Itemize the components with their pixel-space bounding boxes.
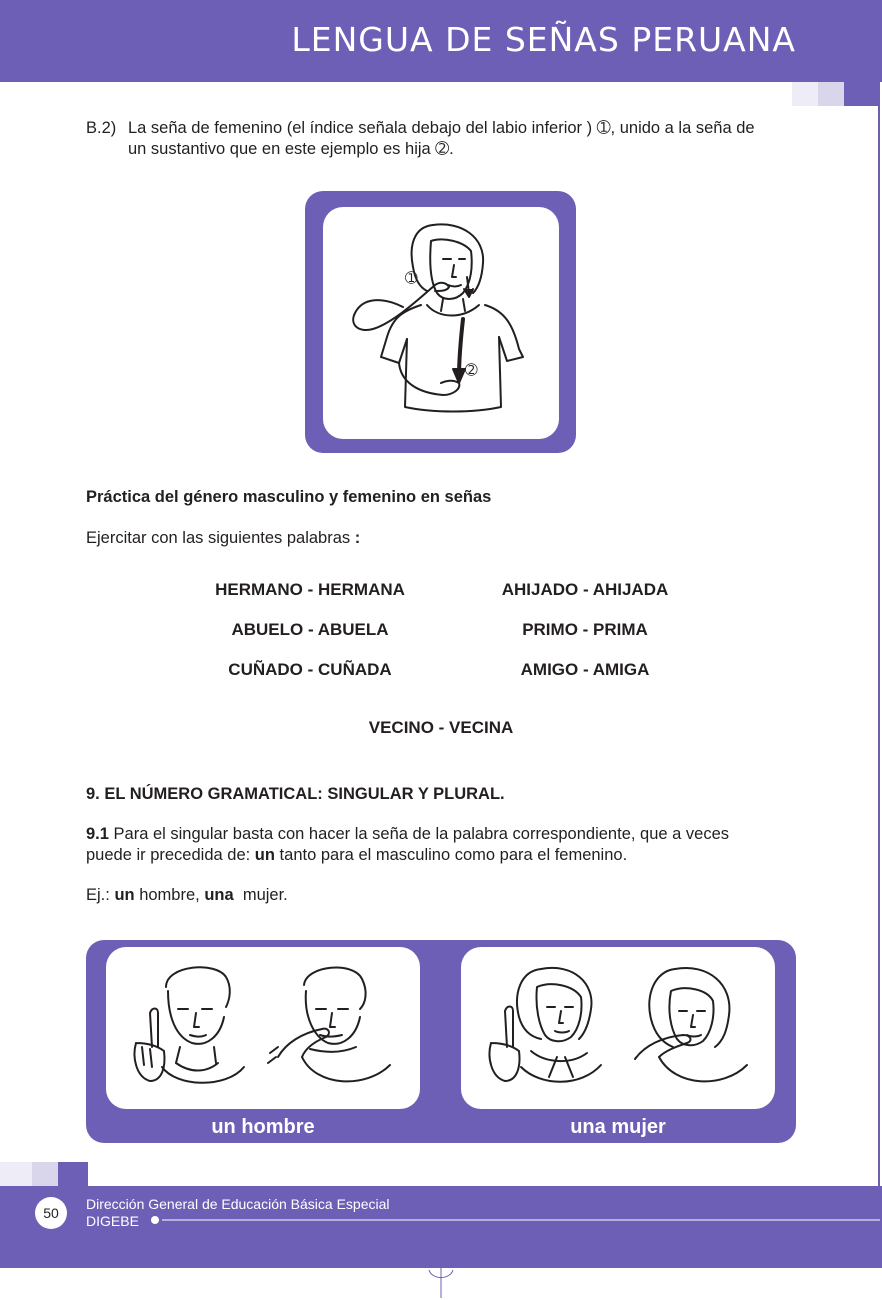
word-pair-vecino: VECINO - VECINA bbox=[368, 718, 514, 737]
decorative-squares-top bbox=[792, 82, 880, 106]
illustration-una-mujer bbox=[461, 947, 775, 1109]
section9-line1-text: Para el singular basta con hacer la seña de la palabra correspondiente, que a veces bbox=[113, 825, 730, 843]
word-pair-cunado: CUÑADO - CUÑADA bbox=[228, 660, 392, 679]
section9-title: 9. EL NÚMERO GRAMATICAL: SINGULAR Y PLURAL. bbox=[86, 785, 505, 803]
page-header bbox=[0, 0, 882, 82]
section9-number: 9.1 bbox=[86, 825, 109, 843]
caption-un-hombre: un hombre bbox=[211, 1116, 315, 1138]
woman-singular-drawing bbox=[461, 947, 775, 1109]
crop-mark bbox=[424, 1266, 458, 1300]
b2-label: B.2) bbox=[86, 119, 117, 137]
word-pair-hermano: HERMANO - HERMANA bbox=[215, 580, 405, 599]
example-b: un bbox=[114, 886, 135, 904]
footer-rule bbox=[150, 1214, 880, 1226]
section9-line2 bbox=[86, 845, 796, 866]
example-a: Ej.: bbox=[86, 886, 115, 904]
woman-sign-drawing bbox=[323, 207, 559, 439]
example-line bbox=[86, 885, 288, 906]
example-d: una bbox=[204, 886, 234, 904]
caption-una-mujer: una mujer bbox=[570, 1116, 666, 1138]
practice-intro-text: Ejercitar con las siguientes palabras bbox=[86, 529, 351, 547]
illustration-femenino bbox=[323, 207, 559, 439]
footer-acronym: DIGEBE bbox=[86, 1213, 139, 1229]
word-pair-primo: PRIMO - PRIMA bbox=[522, 620, 648, 639]
word-pair-ahijado: AHIJADO - AHIJADA bbox=[501, 580, 669, 599]
marker-one: ➀ bbox=[405, 269, 418, 287]
illustration-frame-femenino bbox=[305, 191, 576, 453]
word-pair-amigo: AMIGO - AMIGA bbox=[520, 660, 650, 679]
practice-title: Práctica del género masculino y femenino en señas bbox=[86, 488, 492, 506]
footer-institution: Dirección General de Educación Básica Especial bbox=[86, 1196, 390, 1212]
example-e: mujer. bbox=[233, 886, 288, 904]
b2-line2: un sustantivo que en este ejemplo es hija ➁. bbox=[128, 140, 454, 158]
section9-line1 bbox=[86, 824, 796, 845]
page-number: 50 bbox=[35, 1197, 67, 1229]
section9-line2-a: puede ir precedida de: bbox=[86, 846, 255, 864]
practice-intro bbox=[86, 528, 360, 549]
word-pair-abuelo: ABUELO - ABUELA bbox=[231, 620, 389, 639]
marker-two: ➁ bbox=[465, 361, 478, 379]
illustration-frame-singular bbox=[86, 940, 796, 1143]
decorative-squares-bottom bbox=[0, 1162, 88, 1186]
man-sign-drawing bbox=[106, 947, 420, 1109]
b2-line1: La seña de femenino (el índice señala debajo del labio inferior ) ➀, unido a la seña de bbox=[128, 119, 755, 137]
example-c: hombre, bbox=[134, 886, 205, 904]
header-title: LENGUA DE SEÑAS PERUANA bbox=[291, 20, 796, 59]
practice-intro-colon: : bbox=[354, 529, 361, 547]
illustration-un-hombre bbox=[106, 947, 420, 1109]
section9-line2-b: un bbox=[254, 846, 275, 864]
section9-line2-c: tanto para el masculino como para el femenino. bbox=[274, 846, 628, 864]
